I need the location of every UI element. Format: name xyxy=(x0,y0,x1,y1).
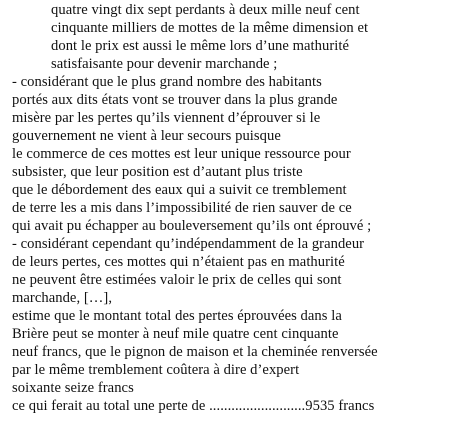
text-line: portés aux dits états vont se trouver dans la plus grande xyxy=(12,92,338,108)
text-line: ne peuvent être estimées valoir le prix de celles qui sont xyxy=(12,272,342,288)
text-line: le commerce de ces mottes est leur unique ressource pour xyxy=(12,146,351,162)
text-line: quatre vingt dix sept perdants à deux mille neuf cent xyxy=(51,2,360,18)
text-line: Brière peut se monter à neuf mile quatre cent cinquante xyxy=(12,326,339,342)
text-line: marchande, […], xyxy=(12,290,113,306)
text-line: misère par les pertes qu’ils viennent d’éprouver si le xyxy=(12,110,321,126)
text-line: - considérant que le plus grand nombre des habitants xyxy=(12,74,322,90)
text-line: neuf francs, que le pignon de maison et la cheminée renversée xyxy=(12,344,378,360)
text-line: estime que le montant total des pertes éprouvées dans la xyxy=(12,308,342,324)
text-line: ce qui ferait au total une perte de ..........................9535 francs xyxy=(12,398,375,414)
text-line: subsister, que leur position est d’autant plus triste xyxy=(12,164,303,180)
text-line: qui avait pu échapper au bouleversement qu’ils ont éprouvé ; xyxy=(12,218,372,234)
text-line: par le même tremblement coûtera à dire d’expert xyxy=(12,362,300,378)
text-line: que le débordement des eaux qui a suivit ce tremblement xyxy=(12,182,347,198)
text-line: soixante seize francs xyxy=(12,380,134,396)
text-line: - considérant cependant qu’indépendamment de la grandeur xyxy=(12,236,365,252)
text-line: satisfaisante pour devenir marchande ; xyxy=(51,56,278,72)
text-line: dont le prix est aussi le même lors d’une mathurité xyxy=(51,38,350,54)
text-line: gouvernement ne vient à leur secours puisque xyxy=(12,128,281,144)
text-line: de terre les a mis dans l’impossibilité de rien sauver de ce xyxy=(12,200,352,216)
text-line: de leurs pertes, ces mottes qui n’étaient pas en mathurité xyxy=(12,254,345,270)
text-line: cinquante milliers de mottes de la même dimension et xyxy=(51,20,369,36)
